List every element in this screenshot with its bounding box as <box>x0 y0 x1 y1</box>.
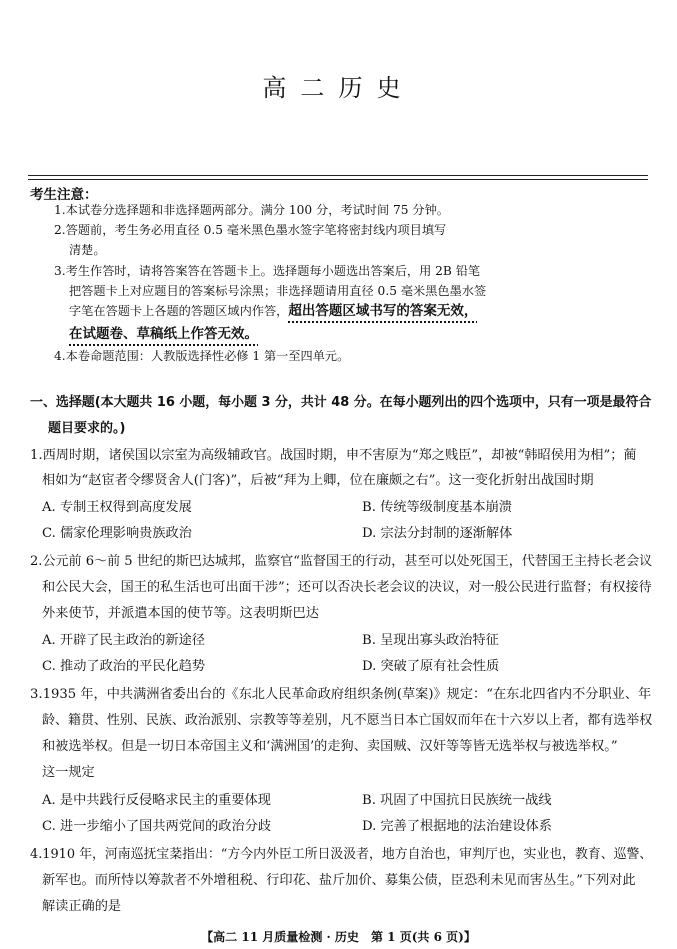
note-3-line-4 <box>69 322 258 342</box>
question-2-option-a: A. 开辟了民主政治的新途径 <box>42 633 205 648</box>
question-1-line-2: 相如为“赵宦者令缪贤舍人(门客)”，后被“拜为上卿，位在廉颇之右”。这一变化折射出战国时期 <box>42 473 594 488</box>
question-1-option-a: A. 专制王权得到高度发展 <box>42 500 192 515</box>
question-2-line-2: 和公民大会，国王的私生活也可出面干涉”；还可以否决长老会议的决议，对一般公民进行监督；有权接待 <box>42 580 652 595</box>
note-2-line-2: 清楚。 <box>69 243 106 257</box>
question-1-option-d: D. 宗法分封制的逐渐解体 <box>362 526 513 541</box>
question-3-line-2: 龄、籍贯、性别、民族、政治派别、宗教等等差别，凡不愿当日本亡国奴而年在十六岁以上者，都有选举权 <box>42 713 653 728</box>
question-1-line-1: 1.西周时期，诸侯国以宗室为高级辅政官。战国时期，申不害原为“郑之贱臣”，却被“韩昭侯用为相”；蔺 <box>30 448 637 463</box>
question-2-line-3: 外来使节，并派遣本国的使节等。这表明斯巴达 <box>42 606 319 621</box>
note-3-line-3 <box>69 302 477 321</box>
section-heading-line-1: 一、选择题(本大题共 16 小题，每小题 3 分，共计 48 分。在每小题列出的四个选项中，只有一项是最符合 <box>30 395 652 410</box>
question-1-option-c: C. 儒家伦理影响贵族政治 <box>42 526 192 541</box>
question-4-line-3: 解读正确的是 <box>42 899 122 914</box>
question-2-option-b: B. 呈现出寡头政治特征 <box>362 633 499 648</box>
note-3-line-1: 3.考生作答时，请将答案答在答题卡上。选择题每小题选出答案后，用 2B 铅笔 <box>54 264 481 278</box>
question-3-option-b: B. 巩固了中国抗日民族统一战线 <box>362 793 552 808</box>
question-2-option-c: C. 推动了政治的平民化趋势 <box>42 659 206 674</box>
question-3-option-c: C. 进一步缩小了国共两党间的政治分歧 <box>42 819 272 834</box>
notes-heading: 考生注意： <box>30 187 98 203</box>
note-2-line-1: 2.答题前，考生务必用直径 0.5 毫米黑色墨水签字笔将密封线内项目填写 <box>54 223 447 237</box>
section-heading-line-2: 题目要求的。) <box>48 421 126 436</box>
note-3-emphasis-1: 超出答题区域书写的答案无效， <box>288 303 478 319</box>
question-3-line-4: 这一规定 <box>42 765 95 780</box>
question-3-option-d: D. 完善了根据地的法治建设体系 <box>362 819 552 834</box>
header-rule-thick <box>28 175 648 176</box>
note-3-emphasis-2: 在试题卷、草稿纸上作答无效。 <box>69 326 258 342</box>
header-rule-thin <box>28 179 648 180</box>
question-4-line-2: 新军也。而所恃以筹款者不外增租税、行印花、盐斤加价、募集公债，臣恐利未见而害丛生。”下列对此 <box>42 873 636 888</box>
note-1: 1.本试卷分选择题和非选择题两部分。满分 100 分，考试时间 75 分钟。 <box>54 203 449 217</box>
question-3-line-1: 3.1935 年，中共满洲省委出台的《东北人民革命政府组织条例(草案)》规定：“在东北四省内不分职业、年 <box>30 687 652 702</box>
question-2-option-d: D. 突破了原有社会性质 <box>362 659 500 674</box>
page-title: 高二历史 <box>262 74 415 102</box>
question-3-line-3: 和被选举权。但是一切日本帝国主义和‘满洲国’的走狗、卖国贼、汉奸等等皆无选举权与被选举权。” <box>42 739 618 754</box>
page-footer: 【高二 11 月质量检测 · 历史 第 1 页(共 6 页)】 <box>201 930 476 944</box>
note-4: 4.本卷命题范围：人教版选择性必修 1 第一至四单元。 <box>54 349 350 363</box>
note-3-line-2: 把答题卡上对应题目的答案标号涂黑；非选择题请用直径 0.5 毫米黑色墨水签 <box>69 284 487 298</box>
question-3-option-a: A. 是中共践行反侵略求民主的重要体现 <box>42 793 271 808</box>
question-1-option-b: B. 传统等级制度基本崩溃 <box>362 500 512 515</box>
question-4-line-1: 4.1910 年，河南巡抚宝棻指出：“方今内外臣工所日汲汲者，地方自治也，审判厅也，实业也，教育、巡警、 <box>30 847 653 862</box>
note-3-line-3-text: 字笔在答题卡上各题的答题区域内作答， <box>69 304 289 318</box>
question-2-line-1: 2.公元前 6～前 5 世纪的斯巴达城邦，监察官“监督国王的行动，甚至可以处死国王，代替国王主持长老会议 <box>30 554 653 569</box>
